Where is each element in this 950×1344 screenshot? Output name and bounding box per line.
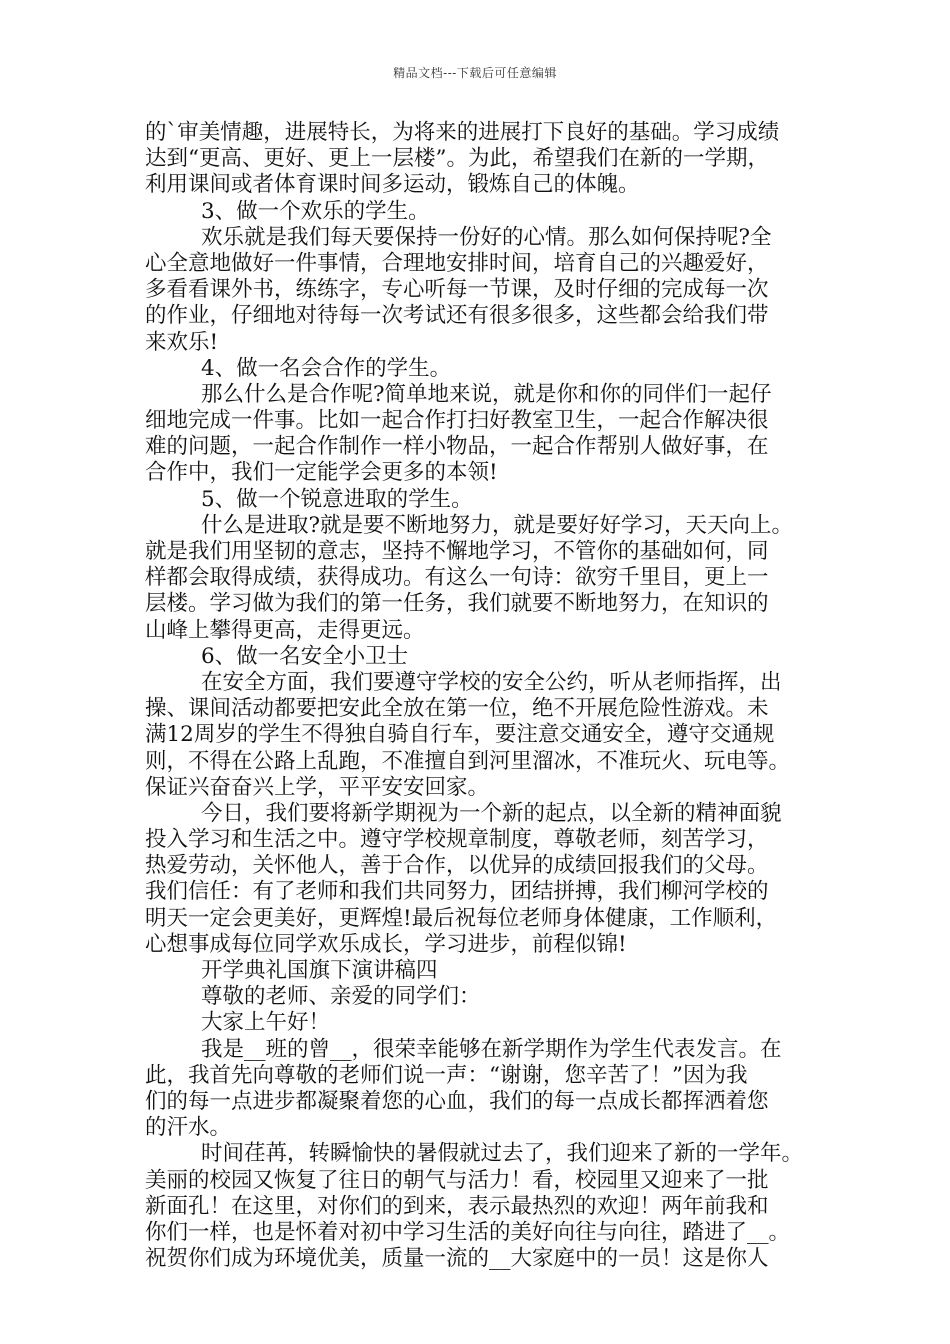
- text-line: 利用课间或者体育课时间多运动，锻炼自己的体魄。: [145, 172, 640, 198]
- text-line: 明天一定会更美好，更辉煌!最后祝每位老师身体健康，工作顺利，: [145, 905, 778, 931]
- text-line: 开学典礼国旗下演讲稿四: [201, 958, 438, 983]
- text-line: 欢乐就是我们每天要保持一份好的心情。那么如何保持呢?全: [201, 224, 772, 250]
- text-line: 保证兴奋奋兴上学，平平安安回家。: [145, 774, 490, 800]
- text-line: 6、做一名安全小卫士: [201, 643, 409, 669]
- text-line: 3、做一个欢乐的学生。: [201, 198, 430, 224]
- text-line: 细地完成一件事。比如一起合作打扫好教室卫生，一起合作解决很: [145, 408, 769, 434]
- text-line: 我是__班的曾__，很荣幸能够在新学期作为学生代表发言。在: [201, 1036, 782, 1062]
- text-line: 新面孔！在这里，对你们的到来，表示最热烈的欢迎！两年前我和: [145, 1193, 769, 1219]
- text-line: 美丽的校园又恢复了往日的朝气与活力！看，校园里又迎来了一批: [145, 1167, 769, 1193]
- text-line: 我们信任：有了老师和我们共同努力，团结拼搏，我们柳河学校的: [145, 879, 769, 905]
- text-line: 那么什么是合作呢?简单地来说，就是你和你的同伴们一起仔: [201, 381, 772, 407]
- text-line: 时间荏苒，转瞬愉快的暑假就过去了，我们迎来了新的一学年。: [201, 1141, 804, 1167]
- text-line: 操、课间活动都要把安此全放在第一位，绝不开展危险性游戏。未: [145, 696, 769, 722]
- text-line: 就是我们用坚韧的意志，坚持不懈地学习，不管你的基础如何，同: [145, 539, 769, 564]
- text-line: 在安全方面，我们要遵守学校的安全公约，听从老师指挥，出: [201, 669, 782, 695]
- document-body: [145, 120, 820, 1272]
- text-line: 的作业，仔细地对待每一次考试还有很多很多，这些都会给我们带: [145, 303, 769, 329]
- text-line: 们的每一点进步都凝聚着您的心血，我们的每一点成长都挥洒着您: [145, 1088, 769, 1114]
- page-header: 精品文档---下载后可任意编辑: [393, 66, 557, 80]
- text-line: 则，不得在公路上乱跑，不准擅自到河里溜冰，不准玩火、玩电等。: [145, 748, 791, 774]
- text-line: 层楼。学习做为我们的第一任务，我们就要不断地努力，在知识的: [145, 591, 769, 617]
- text-line: 什么是进取?就是要不断地努力，就是要好好学习，天天向上。: [201, 512, 794, 538]
- text-line: 多看看课外书，练练字，专心听每一节课，及时仔细的完成每一次: [145, 277, 769, 303]
- text-line: 5、做一个锐意进取的学生。: [201, 486, 473, 512]
- text-line: 心想事成每位同学欢乐成长，学习进步，前程似锦!: [145, 931, 627, 957]
- text-line: 大家上午好！: [201, 1010, 331, 1036]
- text-line: 投入学习和生活之中。遵守学校规章制度，尊敬老师，刻苦学习，: [145, 827, 769, 853]
- text-line: 的汗水。: [145, 1115, 232, 1141]
- text-line: 心全意地做好一件事情，合理地安排时间，培育自己的兴趣爱好，: [145, 250, 769, 276]
- text-line: 样都会取得成绩，获得成功。有这么一句诗：欲穷千里目，更上一: [145, 565, 769, 591]
- text-line: 今日，我们要将新学期视为一个新的起点，以全新的精神面貌: [201, 800, 782, 826]
- text-line: 此，我首先向尊敬的老师们说一声：“谢谢，您辛苦了！”因为我: [145, 1062, 748, 1088]
- text-line: 4、做一名会合作的学生。: [201, 355, 452, 381]
- text-line: 你们一样，也是怀着对初中学习生活的美好向往与向往，踏进了__。: [145, 1219, 791, 1245]
- text-line: 满12周岁的学生不得独自骑自行车，要注意交通安全，遵守交通规: [145, 722, 775, 748]
- text-line: 难的问题，一起合作制作一样小物品，一起合作帮别人做好事，在: [145, 434, 769, 460]
- text-line: 祝贺你们成为环境优美，质量一流的__大家庭中的一员！这是你人: [145, 1246, 769, 1272]
- text-line: 的`审美情趣，进展特长，为将来的进展打下良好的基础。学习成绩: [145, 120, 780, 145]
- text-line: 热爱劳动，关怀他人，善于合作，以优异的成绩回报我们的父母。: [145, 853, 769, 879]
- text-line: 达到“更高、更好、更上一层楼”。为此，希望我们在新的一学期，: [145, 146, 769, 172]
- text-line: 山峰上攀得更高，走得更远。: [145, 617, 425, 643]
- text-line: 来欢乐!: [145, 329, 219, 355]
- text-line: 尊敬的老师、亲爱的同学们：: [201, 984, 481, 1010]
- text-line: 合作中，我们一定能学会更多的本领!: [145, 460, 498, 486]
